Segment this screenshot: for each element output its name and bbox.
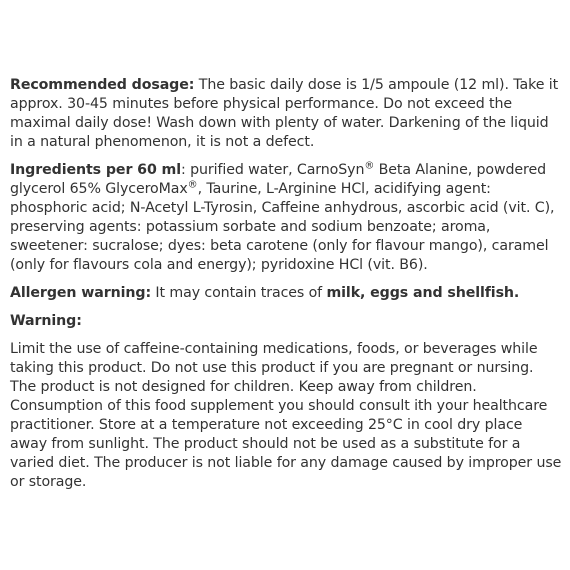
registered-mark-2: ® [187,179,198,191]
allergen-items: milk, eggs and shellfish. [326,285,520,301]
ingredients-paragraph [10,161,562,275]
registered-mark-1: ® [364,160,375,172]
dosage-paragraph [10,76,562,152]
dosage-heading: Recommended dosage: [10,77,195,93]
product-description [10,76,562,492]
ingredients-text-1: : purified water, CarnoSyn [181,162,365,178]
ingredients-text-3: , Taurine, L-Arginine HCl, acidifying agent: phosphoric acid; N-Acetyl L-Tyrosin, Caffeine anhydrous, ascorbic acid (vit. C), preserving agents: potassium sorbate and sodium benzoate; aroma, sweetener: sucralose; dyes: beta carotene (only for flavour mango), caramel (only for flavours cola and energy); pyridoxine HCl (vit. B6). [10,181,555,273]
dosage-text: The basic daily dose is 1/5 ampoule (12 ml). Take it approx. 30-45 minutes before physical performance. Do not exceed the maximal daily dose! Wash down with plenty of water. Darkening of the liquid in a natural phenomenon, it is not a defect. [10,77,559,150]
allergen-text: It may contain traces of [151,285,327,301]
warning-heading-paragraph [10,312,562,331]
warning-heading: Warning: [10,313,82,329]
ingredients-heading: Ingredients per 60 ml [10,162,182,178]
allergen-paragraph [10,284,562,303]
warning-text: Limit the use of caffeine-containing medications, foods, or beverages while taking this product. Do not use this product if you are pregnant or nursing. The product is not designed for children. Keep away from children. Consumption of this food supplement you should consult ith your healthcare practitioner. Store at a temperature not exceeding 25°C in cool dry place away from sunlight. The product should not be used as a substitute for a varied diet. The producer is not liable for any damage caused by improper use or storage. [10,341,562,490]
ingredients-text-2: Beta Alanine, powdered glycerol 65% GlyceroMax [10,162,546,197]
allergen-heading: Allergen warning: [10,285,152,301]
